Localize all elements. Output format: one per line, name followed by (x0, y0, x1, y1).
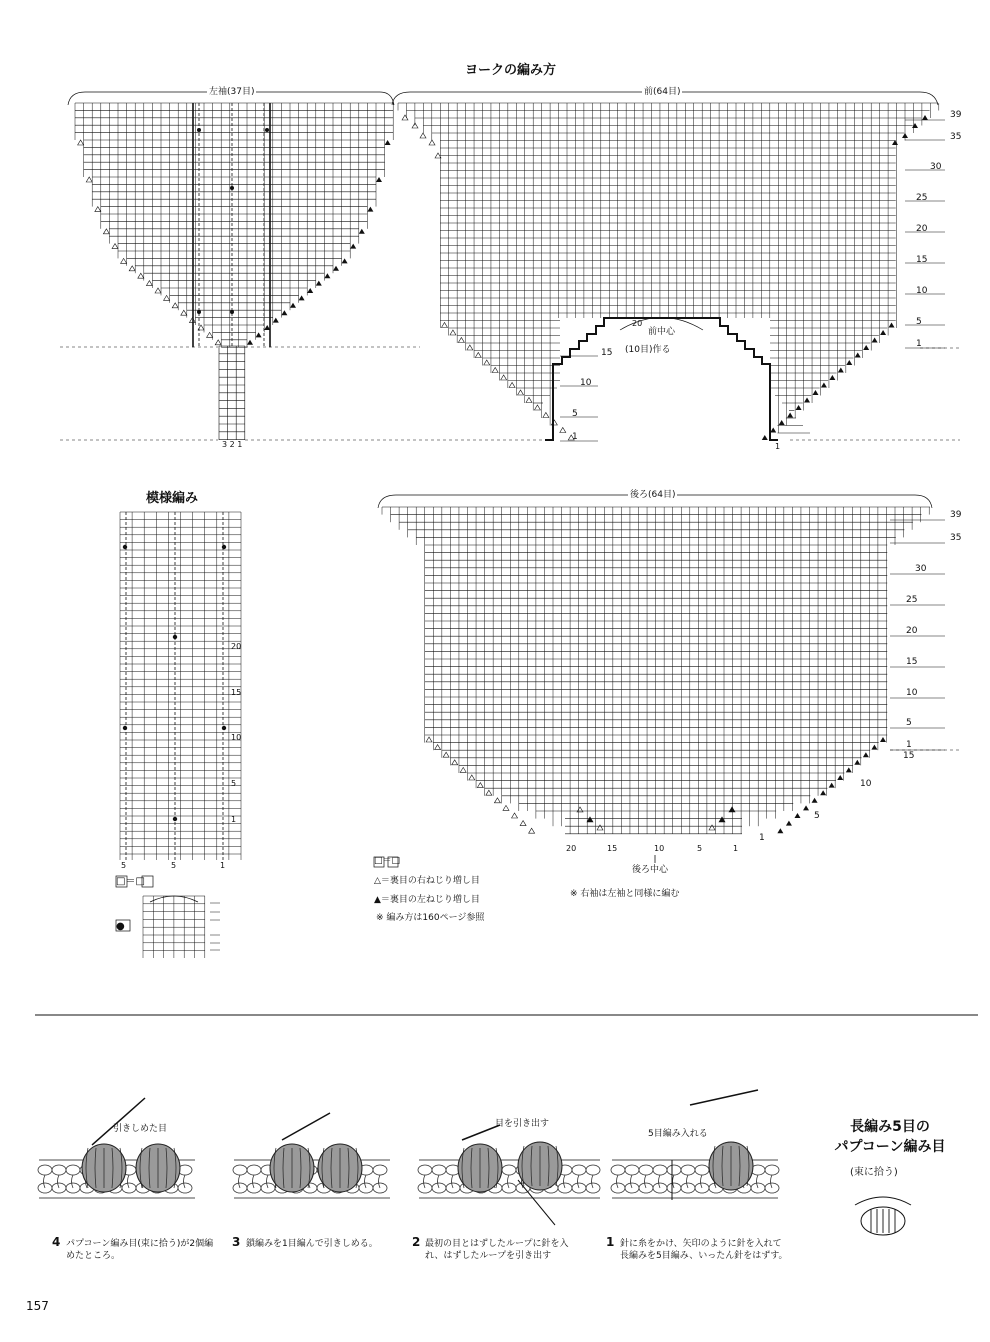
step-number: 2 (412, 1235, 421, 1249)
increase-triangle (846, 767, 852, 772)
front-row-mark: 39 (950, 110, 962, 120)
chain-stitch (66, 1165, 80, 1175)
increase-triangle (273, 318, 279, 323)
stitch-post (184, 1175, 186, 1188)
crochet-hook (92, 1098, 145, 1145)
decrease-triangle (121, 258, 127, 263)
front-neck-row-mark: 10 (580, 378, 592, 388)
increase-triangle (762, 435, 768, 440)
front-row-mark: 1 (916, 339, 922, 349)
chain-stitch (653, 1165, 667, 1175)
increase-triangle (794, 813, 800, 818)
decrease-triangle (103, 229, 109, 234)
increase-triangle (458, 338, 464, 343)
increase-triangle (526, 398, 532, 403)
increase-triangle (452, 760, 458, 765)
increase-triangle (821, 383, 827, 388)
decrease-triangle (86, 177, 92, 182)
front-center-row-num: 20 (632, 319, 643, 328)
increase-triangle (494, 798, 500, 803)
front-row-mark: 5 (916, 317, 922, 327)
stitch-post (253, 1175, 255, 1188)
increase-triangle (307, 288, 313, 293)
increase-triangle (803, 805, 809, 810)
increase-triangle (426, 737, 432, 742)
popcorn-title-line1: 長編み5目の (850, 1119, 930, 1135)
increase-triangle (922, 115, 928, 120)
popcorn-dot (230, 186, 234, 190)
front-center-label: 前中心 (648, 327, 676, 337)
decrease-triangle (146, 281, 152, 286)
increase-triangle (429, 140, 435, 145)
decrease-triangle (155, 288, 161, 293)
popcorn-dot (197, 310, 201, 314)
increase-triangle (385, 140, 391, 145)
decrease-triangle (112, 244, 118, 249)
front-row-mark: 35 (950, 132, 962, 142)
popcorn-dot (222, 545, 226, 549)
stitch-post (757, 1175, 759, 1188)
increase-triangle (770, 428, 776, 433)
stitch-post (617, 1175, 619, 1188)
back-row-mark: 5 (906, 718, 912, 728)
stitch-post (379, 1175, 381, 1188)
stitch-post (267, 1175, 269, 1188)
increase-triangle (509, 383, 515, 388)
stitch-post (564, 1175, 566, 1188)
chain-stitch (611, 1165, 625, 1175)
pattern-eq-label: □＝□ (116, 876, 145, 887)
decrease-triangle (181, 310, 187, 315)
increase-triangle (460, 767, 466, 772)
increase-triangle (281, 310, 287, 315)
step-callout: 目を引き出す (495, 1119, 550, 1129)
decrease-triangle (164, 295, 170, 300)
chain-stitch (586, 1165, 600, 1175)
popcorn-dot (222, 726, 226, 730)
decrease-triangle (129, 266, 135, 271)
popcorn-dot (123, 726, 127, 730)
front-row-mark: 20 (916, 224, 928, 234)
increase-triangle (863, 752, 869, 757)
pattern-bottom-number: 5 (171, 861, 177, 870)
back-bottom-number: 5 (697, 844, 703, 853)
decrease-triangle (172, 303, 178, 308)
step-caption: 最初の目とはずしたループに針を入れ、はずしたループを引き出す (425, 1239, 569, 1262)
increase-triangle (503, 805, 509, 810)
increase-triangle (872, 338, 878, 343)
front-row-mark: 10 (916, 286, 928, 296)
increase-triangle (492, 368, 498, 373)
pattern-bottom-number: 1 (220, 861, 226, 870)
increase-triangle (529, 828, 535, 833)
increase-triangle (435, 745, 441, 750)
increase-triangle (812, 798, 818, 803)
increase-triangle (709, 825, 715, 830)
front-label: 前(64目) (644, 87, 681, 97)
increase-triangle (402, 115, 408, 120)
increase-triangle (829, 783, 835, 788)
chain-stitch (247, 1165, 261, 1175)
increase-triangle (518, 390, 524, 395)
back-right-row-mark: 15 (903, 751, 915, 761)
increase-triangle (477, 783, 483, 788)
increase-triangle (855, 353, 861, 358)
reference-note: ※ 編み方は160ページ参照 (376, 913, 485, 923)
back-row-mark: 10 (906, 688, 918, 698)
yoke-title: ヨークの編み方 (465, 63, 557, 78)
stitch-post (578, 1175, 580, 1188)
popcorn-dot (173, 635, 177, 639)
step-caption: 鎖編みを1目編んで引きしめる。 (246, 1239, 378, 1249)
increase-triangle (512, 813, 518, 818)
back-row-mark: 35 (950, 533, 962, 543)
increase-triangle (443, 752, 449, 757)
front-bottom-stitch-number: 1 (775, 442, 781, 451)
stitch-post (701, 1175, 703, 1188)
pattern-bottom-number: 5 (121, 861, 127, 870)
increase-triangle (863, 345, 869, 350)
pattern-row-number: 1 (231, 815, 237, 824)
popcorn-symbol-top (855, 1197, 911, 1205)
stitch-post (592, 1175, 594, 1188)
crochet-hook (690, 1090, 758, 1105)
increase-triangle (829, 375, 835, 380)
increase-triangle (324, 273, 330, 278)
back-row-mark: 1 (906, 740, 912, 750)
increase-triangle (359, 229, 365, 234)
stitch-post (239, 1175, 241, 1188)
increase-triangle (469, 775, 475, 780)
decrease-triangle (138, 273, 144, 278)
increase-triangle (587, 817, 593, 822)
back-right-row-mark: 1 (759, 833, 765, 843)
decrease-triangle (78, 140, 84, 145)
stitch-post (631, 1175, 633, 1188)
increase-triangle (804, 398, 810, 403)
chain-stitch (765, 1165, 779, 1175)
step-number: 4 (52, 1235, 61, 1249)
increase-triangle (786, 821, 792, 826)
popcorn-title-line2: パプコーン編み目 (834, 1139, 946, 1155)
popcorn-dot (173, 817, 177, 821)
stitch-post (645, 1175, 647, 1188)
chain-stitch (639, 1165, 653, 1175)
front-neck-row-mark: 5 (572, 409, 578, 419)
increase-triangle (376, 177, 382, 182)
increase-triangle (787, 413, 793, 418)
increase-triangle (597, 825, 603, 830)
chain-stitch (572, 1165, 586, 1175)
back-bottom-number: 1 (733, 844, 739, 853)
increase-triangle (486, 790, 492, 795)
increase-triangle (247, 340, 253, 345)
front-row-mark: 15 (916, 255, 928, 265)
chain-stitch (38, 1165, 52, 1175)
increase-triangle (534, 405, 540, 410)
stitch-post (58, 1175, 60, 1188)
pattern-title: 模様編み (146, 491, 199, 506)
pattern-row-number: 15 (231, 688, 242, 697)
increase-triangle (520, 821, 526, 826)
increase-triangle (880, 737, 886, 742)
increase-triangle (912, 123, 918, 128)
increase-triangle (812, 390, 818, 395)
increase-triangle (299, 295, 305, 300)
step-caption: パプコーン編み目(束に拾う)が2個編めたところ。 (66, 1239, 214, 1262)
decrease-triangle (215, 340, 221, 345)
chain-stitch (52, 1165, 66, 1175)
stitch-post (424, 1175, 426, 1188)
back-center-label: 後ろ中心 (632, 865, 669, 875)
back-bottom-number: 15 (607, 844, 618, 853)
stitch-post (508, 1175, 510, 1188)
increase-triangle (316, 281, 322, 286)
step-caption: 針に糸をかけ、矢印のように針を入れて長編みを5目編み、いったん針をはずす。 (620, 1239, 788, 1262)
increase-triangle (837, 775, 843, 780)
pattern-row-number: 5 (231, 779, 237, 788)
front-neckline-right (705, 318, 778, 440)
stitch-post (673, 1175, 675, 1188)
increase-triangle (484, 360, 490, 365)
back-label: 後ろ(64目) (630, 490, 676, 500)
increase-triangle (441, 323, 447, 328)
popcorn-dot (197, 128, 201, 132)
stitch-post (44, 1175, 46, 1188)
increase-triangle (880, 330, 886, 335)
increase-triangle (889, 323, 895, 328)
increase-triangle (367, 207, 373, 212)
crochet-hook (282, 1113, 330, 1140)
increase-triangle (420, 133, 426, 138)
step-number: 3 (232, 1235, 241, 1249)
front-row-mark: 30 (930, 162, 942, 172)
increase-triangle (450, 330, 456, 335)
chain-stitch (432, 1165, 446, 1175)
back-right-row-mark: 5 (814, 811, 820, 821)
decrease-triangle (207, 332, 213, 337)
step-callout: 5目編み入れる (648, 1129, 708, 1139)
back-row-mark: 15 (906, 657, 918, 667)
chain-stitch (667, 1165, 681, 1175)
stitch-post (72, 1175, 74, 1188)
page-number: 157 (26, 1299, 49, 1313)
increase-triangle (333, 266, 339, 271)
stitch-post (128, 1175, 130, 1188)
legend-item: □＝□ (374, 856, 401, 866)
chain-stitch (625, 1165, 639, 1175)
stitch-post (659, 1175, 661, 1188)
legend-item: △＝裏目の右ねじり増し目 (374, 876, 480, 886)
back-row-mark: 39 (950, 510, 962, 520)
increase-triangle (820, 790, 826, 795)
popcorn-dot (265, 128, 269, 132)
chain-stitch (418, 1165, 432, 1175)
increase-triangle (871, 745, 877, 750)
chain-stitch (502, 1165, 516, 1175)
increase-triangle (543, 413, 549, 418)
chain-stitch (373, 1165, 387, 1175)
increase-triangle (854, 760, 860, 765)
increase-triangle (846, 360, 852, 365)
popcorn-dot (123, 545, 127, 549)
front-row-mark: 25 (916, 193, 928, 203)
chain-stitch (681, 1165, 695, 1175)
stitch-post (687, 1175, 689, 1188)
popcorn-subtitle: (束に拾う) (850, 1167, 898, 1178)
increase-triangle (902, 133, 908, 138)
front-center-row: (10目)作る (625, 345, 671, 355)
back-bottom-number: 20 (566, 844, 577, 853)
increase-triangle (501, 375, 507, 380)
increase-triangle (779, 420, 785, 425)
back-row-mark: 30 (915, 564, 927, 574)
step-callout: 引きしめた目 (113, 1124, 168, 1134)
increase-triangle (729, 807, 735, 812)
chain-stitch (695, 1165, 709, 1175)
increase-triangle (290, 303, 296, 308)
left-sleeve-label: 左袖(37目) (209, 87, 255, 97)
stitch-post (365, 1175, 367, 1188)
increase-triangle (342, 258, 348, 263)
increase-triangle (838, 368, 844, 373)
stitch-post (438, 1175, 440, 1188)
decrease-triangle (95, 207, 101, 212)
sleeve-bottom-numbers: 3 2 1 (222, 440, 243, 449)
increase-triangle (256, 332, 262, 337)
sleeve-note: ※ 右袖は左袖と同様に編む (570, 889, 680, 899)
stitch-post (771, 1175, 773, 1188)
back-bottom-number: 10 (654, 844, 665, 853)
increase-triangle (350, 244, 356, 249)
increase-triangle (475, 353, 481, 358)
increase-triangle (777, 828, 783, 833)
back-row-mark: 20 (906, 626, 918, 636)
step-number: 1 (606, 1235, 615, 1249)
increase-triangle (560, 428, 566, 433)
pattern-row-number: 10 (231, 733, 242, 742)
front-neck-row-mark: 1 (572, 432, 578, 442)
popcorn-dot (230, 310, 234, 314)
chain-stitch (233, 1165, 247, 1175)
legend-item: ▲＝裏目の左ねじり増し目 (374, 895, 480, 905)
pattern-row-number: 20 (231, 642, 242, 651)
front-neck-row-mark: 15 (601, 348, 613, 358)
back-row-mark: 25 (906, 595, 918, 605)
back-right-row-mark: 10 (860, 779, 872, 789)
increase-triangle (796, 405, 802, 410)
stitch-post (452, 1175, 454, 1188)
increase-triangle (467, 345, 473, 350)
pattern-dot-label: ● (116, 921, 125, 932)
